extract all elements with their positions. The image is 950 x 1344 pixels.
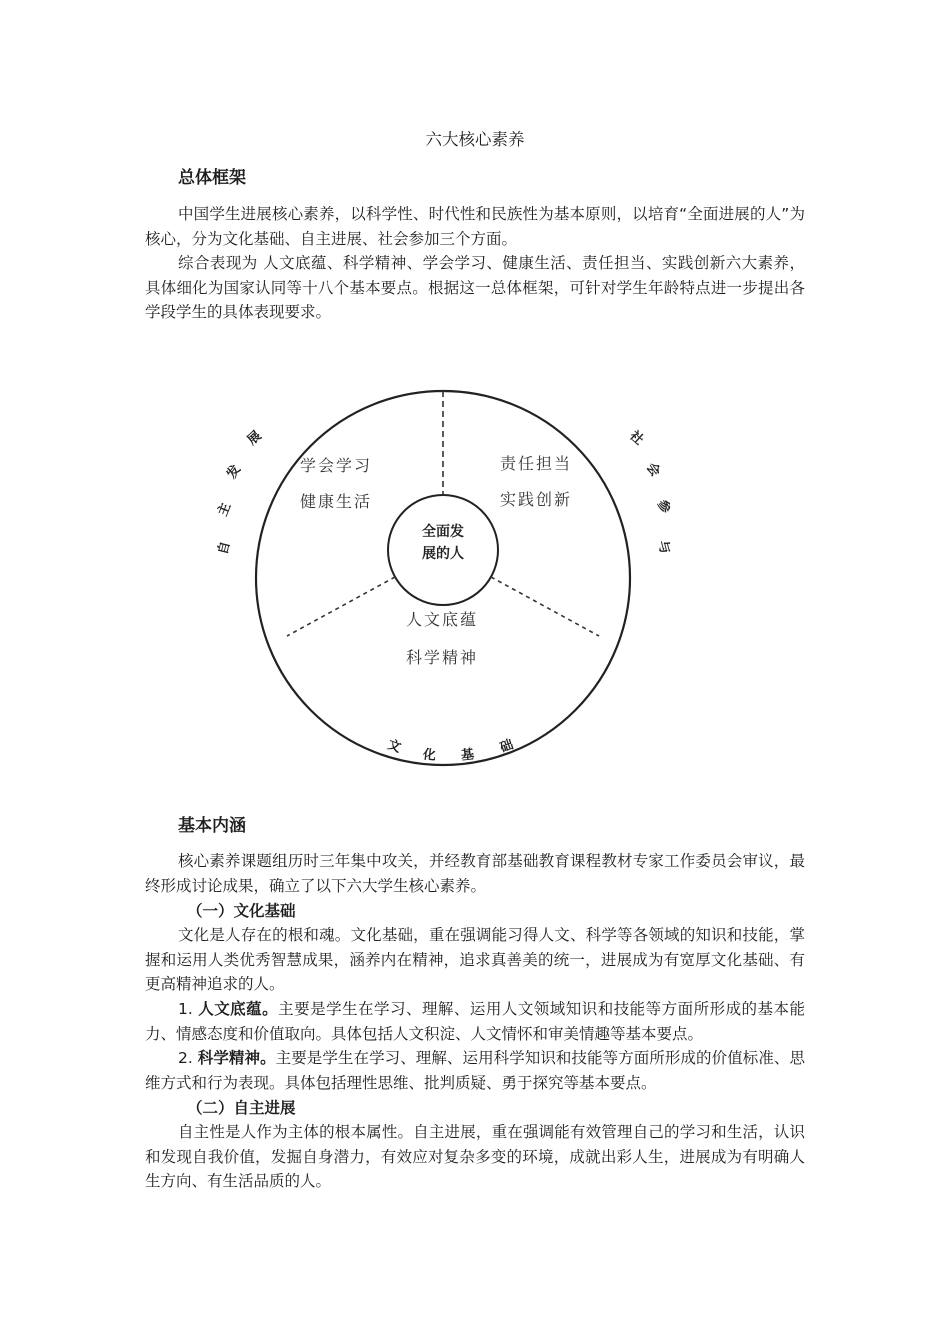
left-sector-line-2: 健康生活 <box>300 492 373 511</box>
center-label-line-2: 展的人 <box>422 546 464 562</box>
outer-right-char-2: 会 <box>642 460 663 480</box>
item-science-body: 主要是学生在学习、理解、运用科学知识和技能等方面所形成的价值标准、思维方式和行为表现。具体包括理性思维、批判质疑、勇于探究等基本要点。 <box>145 1049 805 1092</box>
basic-intro-para <box>145 849 805 898</box>
center-label-line-1: 全面发 <box>422 524 464 540</box>
item-science <box>145 1046 805 1095</box>
right-sector-line-1: 责任担当 <box>500 454 573 473</box>
outer-right-char-1: 社 <box>626 428 647 449</box>
outer-right-char-3: 参 <box>653 497 673 516</box>
item-humanities-text <box>145 997 805 1046</box>
item-humanities-body: 主要是学生在学习、理解、运用人文领域知识和技能等方面所形成的基本能力、情感态度和价值取向。具体包括人文积淀、人文情怀和审美情趣等基本要点。 <box>145 1000 805 1043</box>
autonomy-para-text: 自主性是人作为主体的根本属性。自主进展，重在强调能有效管理自己的学习和生活，认识和发现自我价值，发掘自身潜力，有效应对复杂多变的环境，成就出彩人生，进展成为有明确人生方向、有生活品质的人。 <box>145 1123 805 1190</box>
framework-para-1-text: 中国学生进展核心素养，以科学性、时代性和民族性为基本原则，以培育“全面进展的人”为核心，分为文化基础、自主进展、社会参加三个方面。 <box>145 205 805 248</box>
outer-left-char-1: 自 <box>215 540 234 557</box>
outer-bottom-char-3: 基 <box>460 747 475 764</box>
outer-bottom-char-4: 础 <box>498 737 516 756</box>
heading-basic-meaning: 基本内涵 <box>178 816 246 836</box>
outer-right-char-4: 与 <box>654 539 673 556</box>
document-title: 六大核心素养 <box>425 130 525 149</box>
left-sector-line-1: 学会学习 <box>300 456 373 475</box>
outer-circle <box>256 391 630 765</box>
outer-left-char-2: 主 <box>215 500 235 519</box>
bottom-sector-line-1: 人文底蕴 <box>406 610 479 629</box>
divider-right <box>491 577 599 636</box>
outer-left-char-4: 展 <box>244 428 265 449</box>
autonomy-para <box>145 1120 805 1194</box>
item-science-title: 科学精神。 <box>197 1049 276 1067</box>
item-humanities-title: 人文底蕴。 <box>198 1000 279 1018</box>
item-science-text <box>145 1046 805 1095</box>
divider-left <box>287 577 395 636</box>
culture-para <box>145 923 805 997</box>
basic-intro-text: 核心素养课题组历时三年集中攻关，并经教育部基础教育课程教材专家工作委员会审议，最终形成讨论成果，确立了以下六大学生核心素养。 <box>145 852 805 895</box>
outer-left-char-3: 发 <box>224 462 245 482</box>
sub-heading-autonomy: （二）自主进展 <box>187 1099 296 1117</box>
right-sector-line-2: 实践创新 <box>500 490 573 509</box>
sub-heading-culture: （一）文化基础 <box>187 902 296 920</box>
outer-bottom-char-1: 文 <box>385 737 403 756</box>
framework-para-2-text: 综合表现为 人文底蕴、科学精神、学会学习、健康生活、责任担当、实践创新六大素养， 具体细化为国家认同等十八个基本要点。根据这一总体框架，可针对学生年龄特点进一步提出各学段学生的具体表现要求。 <box>145 254 805 321</box>
heading-framework: 总体框架 <box>178 168 246 188</box>
culture-para-text: 文化是人存在的根和魂。文化基础，重在强调能习得人文、科学等各领域的知识和技能，掌握和运用人类优秀智慧成果，涵养内在精神，追求真善美的统一，进展成为有宽厚文化基础、有更高精神追求的人。 <box>145 926 805 993</box>
item-humanities-number: 1. <box>178 1000 193 1018</box>
item-science-number: 2. <box>178 1049 193 1067</box>
outer-bottom-char-2: 化 <box>422 747 437 764</box>
item-humanities <box>145 997 805 1046</box>
bottom-sector-line-2: 科学精神 <box>406 648 479 667</box>
